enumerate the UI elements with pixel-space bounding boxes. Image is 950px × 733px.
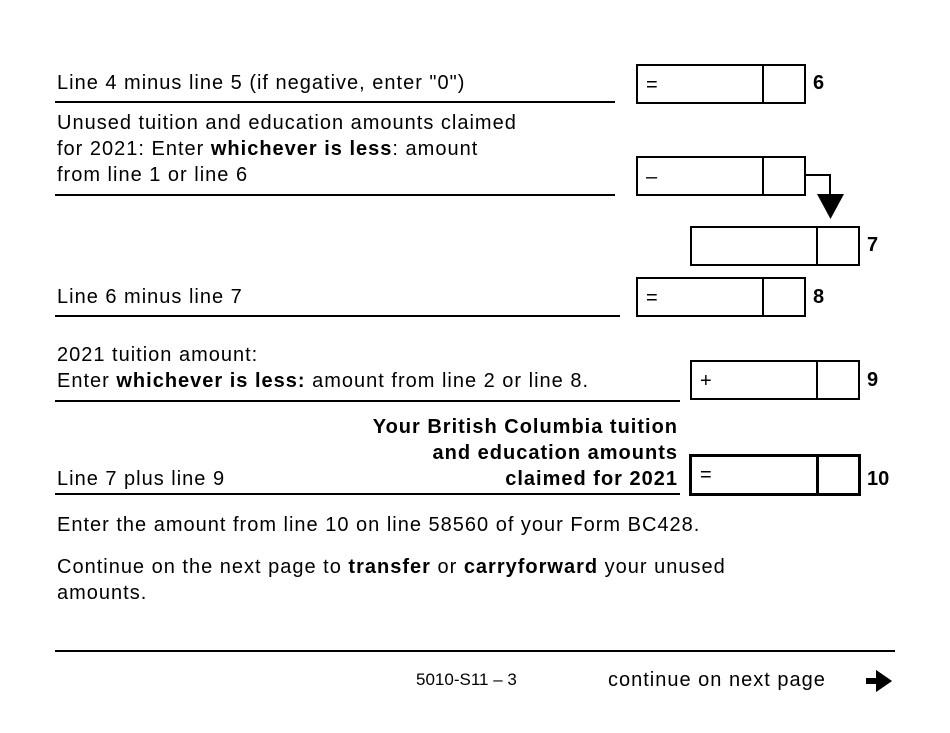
line-10-sign: = xyxy=(700,464,712,486)
line-7-number: 7 xyxy=(867,234,879,256)
line-9-text-l2: Enter whichever is less: amount from line 2 or line 8. xyxy=(57,370,590,392)
line-8-cents-divider xyxy=(762,279,764,315)
form-id: 5010-S11 – 3 xyxy=(416,670,517,689)
line-10-title-l3: claimed for 2021 xyxy=(505,468,678,490)
line-10-cents-divider xyxy=(816,457,819,493)
line-7-input[interactable] xyxy=(690,226,860,266)
line-10-label: Line 7 plus line 9 xyxy=(57,468,226,490)
line-9-number: 9 xyxy=(867,369,879,391)
line-6-sign: = xyxy=(646,74,658,96)
line-8-input[interactable] xyxy=(636,277,806,317)
line-9-sign: + xyxy=(700,370,712,392)
line-8-number: 8 xyxy=(813,286,825,308)
line-6-rule xyxy=(55,101,615,103)
line-6-cents-divider xyxy=(762,66,764,102)
line-8-label: Line 6 minus line 7 xyxy=(57,286,243,308)
line-10-input[interactable] xyxy=(689,454,861,496)
line-8-sign: = xyxy=(646,287,658,309)
line-7-text-rule xyxy=(55,194,615,196)
line-10-number: 10 xyxy=(867,468,890,490)
continue-instruction-l1: Continue on the next page to transfer or carryforward your unused xyxy=(57,556,726,578)
line-9-input[interactable] xyxy=(690,360,860,400)
line-10-title-l1: Your British Columbia tuition xyxy=(372,416,678,438)
line-7-subtract-sign: – xyxy=(646,166,658,188)
line-8-rule xyxy=(55,315,620,317)
line-9-rule xyxy=(55,400,680,402)
down-arrow-icon xyxy=(800,170,850,222)
line-7-text-l1: Unused tuition and education amounts claimed xyxy=(57,112,517,134)
line-7-cents-divider xyxy=(816,228,818,264)
line-10-title-l2: and education amounts xyxy=(432,442,678,464)
enter-amount-instruction: Enter the amount from line 10 on line 58560 of your Form BC428. xyxy=(57,514,701,536)
right-arrow-icon xyxy=(864,669,894,693)
footer-rule xyxy=(55,650,895,652)
line-7-subtract-input[interactable] xyxy=(636,156,806,196)
line-7-text-l2: for 2021: Enter whichever is less: amount xyxy=(57,138,479,160)
line-7-text-l3: from line 1 or line 6 xyxy=(57,164,249,186)
line-10-rule xyxy=(55,493,680,495)
continue-instruction-l2: amounts. xyxy=(57,582,148,604)
line-6-label: Line 4 minus line 5 (if negative, enter "0") xyxy=(57,72,466,94)
line-9-text-l1: 2021 tuition amount: xyxy=(57,344,259,366)
line-6-number: 6 xyxy=(813,72,825,94)
line-6-input[interactable] xyxy=(636,64,806,104)
line-7-subtract-cents-divider xyxy=(762,158,764,194)
line-9-cents-divider xyxy=(816,362,818,398)
continue-next-page-text: continue on next page xyxy=(608,669,826,691)
